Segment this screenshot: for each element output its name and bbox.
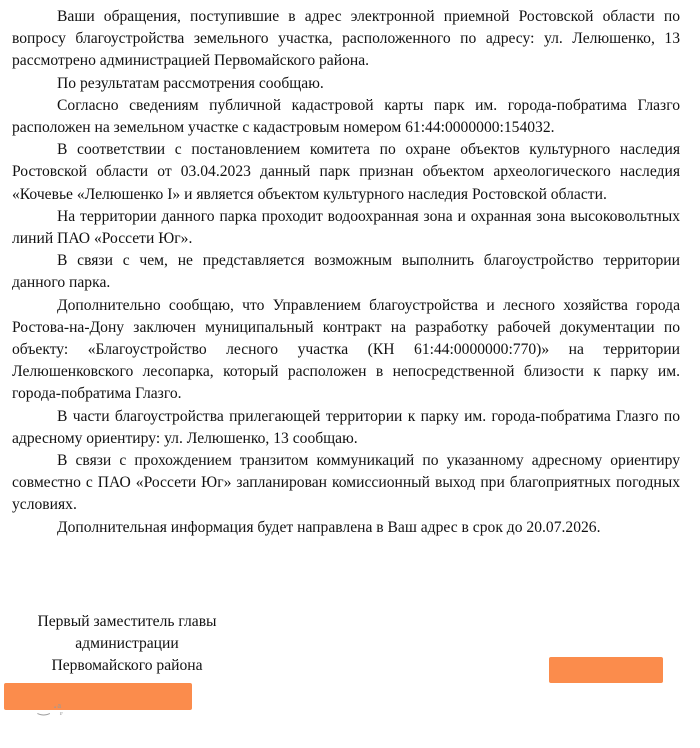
redacted-signatory-name — [549, 657, 663, 683]
paragraph-5: На территории данного парка проходит водоохранная зона и охранная зона высоковольтных линий ПАО «Россети Юг». — [12, 207, 680, 248]
signature-title-line-2: администрации — [75, 635, 179, 652]
paragraph-4: В соответствии с постановлением комитета по охране объектов культурного наследия Ростовской области от 03.04.2023 данный парк признан объектом археологического наследия «Кочевье «Лелюшенко I» и является объектом культурного наследия Ростовской области. — [12, 141, 680, 203]
signature-title-line-1: Первый заместитель главы — [37, 613, 217, 630]
paragraph-8: В части благоустройства прилегающей территории к парку им. города-побратима Глазго по адресному ориентиру: ул. Лелюшенко, 13 сообщаю. — [12, 407, 680, 447]
signature-block — [22, 611, 232, 677]
paragraph-7: Дополнительно сообщаю, что Управлением благоустройства и лесного хозяйства города Ростова-на-Дону заключен муниципальный контракт на разработку рабочей документации по объекту: «Благоустройство лесного участка (КН 61:44:0000000:770)» на территории Лелюшенковского лесопарка, который расположен в непосредственной близости к парку им. города-побратима Глазго. — [12, 296, 680, 403]
paragraph-3: Согласно сведениям публичной кадастровой карты парк им. города-побратима Глазго расположен на земельном участке с кадастровым номером 61:44:0000000:154032. — [12, 96, 680, 137]
redacted-signer-name — [4, 683, 192, 710]
paragraph-9: В связи с прохождением транзитом коммуникаций по указанному адресному ориентиру совместно с ПАО «Россети Юг» запланирован комиссионный выход при благоприятных погодных условиях. — [12, 452, 680, 514]
redacted-text-remnant: ‿ ·ᵃ᷊ — [38, 701, 62, 716]
letter-body — [12, 6, 680, 539]
paragraph-10: Дополнительная информация будет направлена в Ваш адрес в срок до 20.07.2026. — [57, 518, 601, 536]
paragraph-6: В связи с чем, не представляется возможным выполнить благоустройство территории данного парка. — [12, 252, 680, 292]
signature-title-line-3: Первомайского района — [51, 657, 203, 674]
paragraph-2: По результатам рассмотрения сообщаю. — [57, 74, 324, 92]
paragraph-1: Ваши обращения, поступившие в адрес электронной приемной Ростовской области по вопросу благоустройства земельного участка, расположенного по адресу: ул. Лелюшенко, 13 рассмотрено администрацией Первомайского района. — [12, 8, 680, 70]
